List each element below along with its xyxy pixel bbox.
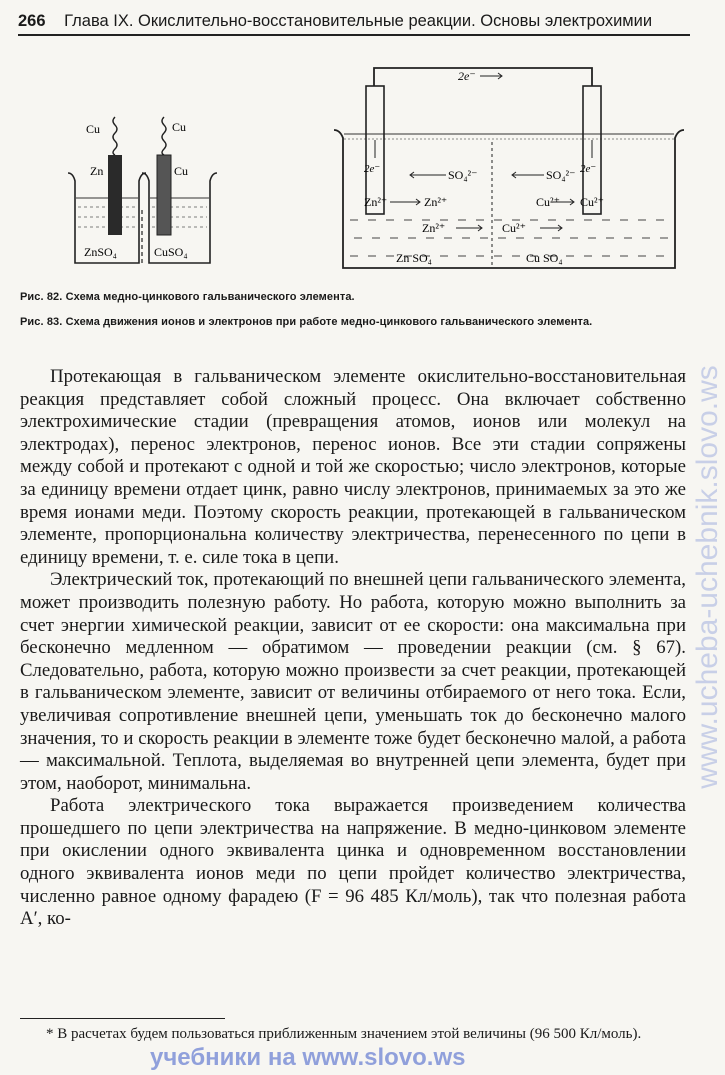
figure-82-diagram — [60, 95, 225, 270]
chapter-title: Глава IX. Окислительно-восстановительные реакции. Основы электрохимии — [64, 12, 653, 30]
fig83-electrons-top-label: 2e⁻ — [458, 69, 476, 83]
fig83-cu-ion-1-label: Cu²⁺ — [536, 195, 560, 209]
paragraph: Электрический ток, протекающий по внешней цепи гальванического элемента, может производить полезную работу. Но работа, которую можно выполнить за счет энергии химической реакции, зависит от ее скорости: она максимальна при бесконечно медленном — обратимом — проведении реакции (см. § 67). Следовательно, работа, которую можно произвести за счет реакции, протекающей в гальваническом элементе, зависит от величины отбираемого от него тока. Если, увеличивая сопротивление внешней цепи, уменьшать ток до бесконечно малого значения, то и скорость реакции в элементе тоже будет бесконечно малой, а работа — максимальной. Теплота, выделяемая во внутренней цепи элемента, будет при этом, наоборот, минимальна. — [20, 569, 686, 794]
fig83-cuso4-label: Cu SO₄ — [526, 251, 563, 265]
paragraph: Протекающая в гальваническом элементе окислительно-восстановительная реакция представляет собой сложный процесс. Она включает собственно электрохимические стадии (превращения атомов, ионов или молекул на электродах), перенос электронов, перенос ионов. Все эти стадии сопряжены между собой и протекают с одной и той же скоростью; число электронов, которые за единицу времени отдает цинк, равно числу электронов, принимаемых за это же время ионами меди. Поэтому скорость реакции, протекающей в гальваническом элементе, пропорциональна количеству электричества, перенесенного по цепи в единицу времени, т. е. силе тока в цепи. — [20, 366, 686, 568]
fig82-cu-left-label: Cu — [86, 122, 101, 136]
fig83-zn-ion-electrode-label: Zn²⁺ — [364, 195, 388, 209]
footnote — [20, 1025, 686, 1044]
running-header — [18, 8, 690, 36]
fig83-cu-ion-2-label: Cu²⁺ — [502, 221, 526, 235]
footnote-divider — [20, 1018, 225, 1019]
fig83-so4-right-label: SO₄²⁻ — [546, 168, 576, 182]
fig82-znso4-label: ZnSO₄ — [84, 245, 117, 259]
paragraph: Работа электрического тока выражается произведением количества прошедшего по цепи электричества на напряжение. В медно-цинковом элементе при окислении одного эквивалента цинка и одновременном восстановлении одного эквивалента ионов меди по цепи пройдет количество электричества, численно равное одному фарадею (F = 96 485 Кл/моль), так что полезная работа A′, ко- — [20, 795, 686, 930]
fig83-e-left-label: 2e⁻ — [364, 163, 381, 175]
fig83-so4-left-label: SO₄²⁻ — [448, 168, 478, 182]
fig83-zn-ion-2-label: Zn²⁺ — [422, 221, 446, 235]
footnote-text: * В расчетах будем пользоваться приближенным значением этой величины (96 500 Кл/моль). — [46, 1026, 642, 1042]
fig83-cu-ion-electrode-label: Cu²⁺ — [580, 195, 604, 209]
fig82-cu-right-label: Cu — [172, 120, 187, 134]
figure-83-diagram — [330, 60, 690, 278]
fig83-znso4-label: Zn SO₄ — [396, 251, 432, 265]
side-watermark: www.ucheba-uchebnik.slovo.ws — [691, 365, 724, 789]
figure-82-caption: Рис. 82. Схема медно-цинкового гальванического элемента. — [20, 291, 355, 303]
fig83-e-right-label: 2e⁻ — [580, 163, 597, 175]
fig83-zn-ion-1-label: Zn²⁺ — [424, 195, 448, 209]
bottom-watermark: учебники на www.slovo.ws — [150, 1044, 466, 1071]
body-text — [20, 366, 686, 931]
figure-83-caption: Рис. 83. Схема движения ионов и электронов при работе медно-цинкового гальванического элемента. — [20, 316, 593, 328]
fig82-cu-electrode-label: Cu — [174, 164, 189, 178]
fig82-cuso4-label: CuSO₄ — [154, 245, 188, 259]
page-number: 266 — [18, 12, 46, 30]
fig82-zn-label: Zn — [90, 164, 104, 178]
